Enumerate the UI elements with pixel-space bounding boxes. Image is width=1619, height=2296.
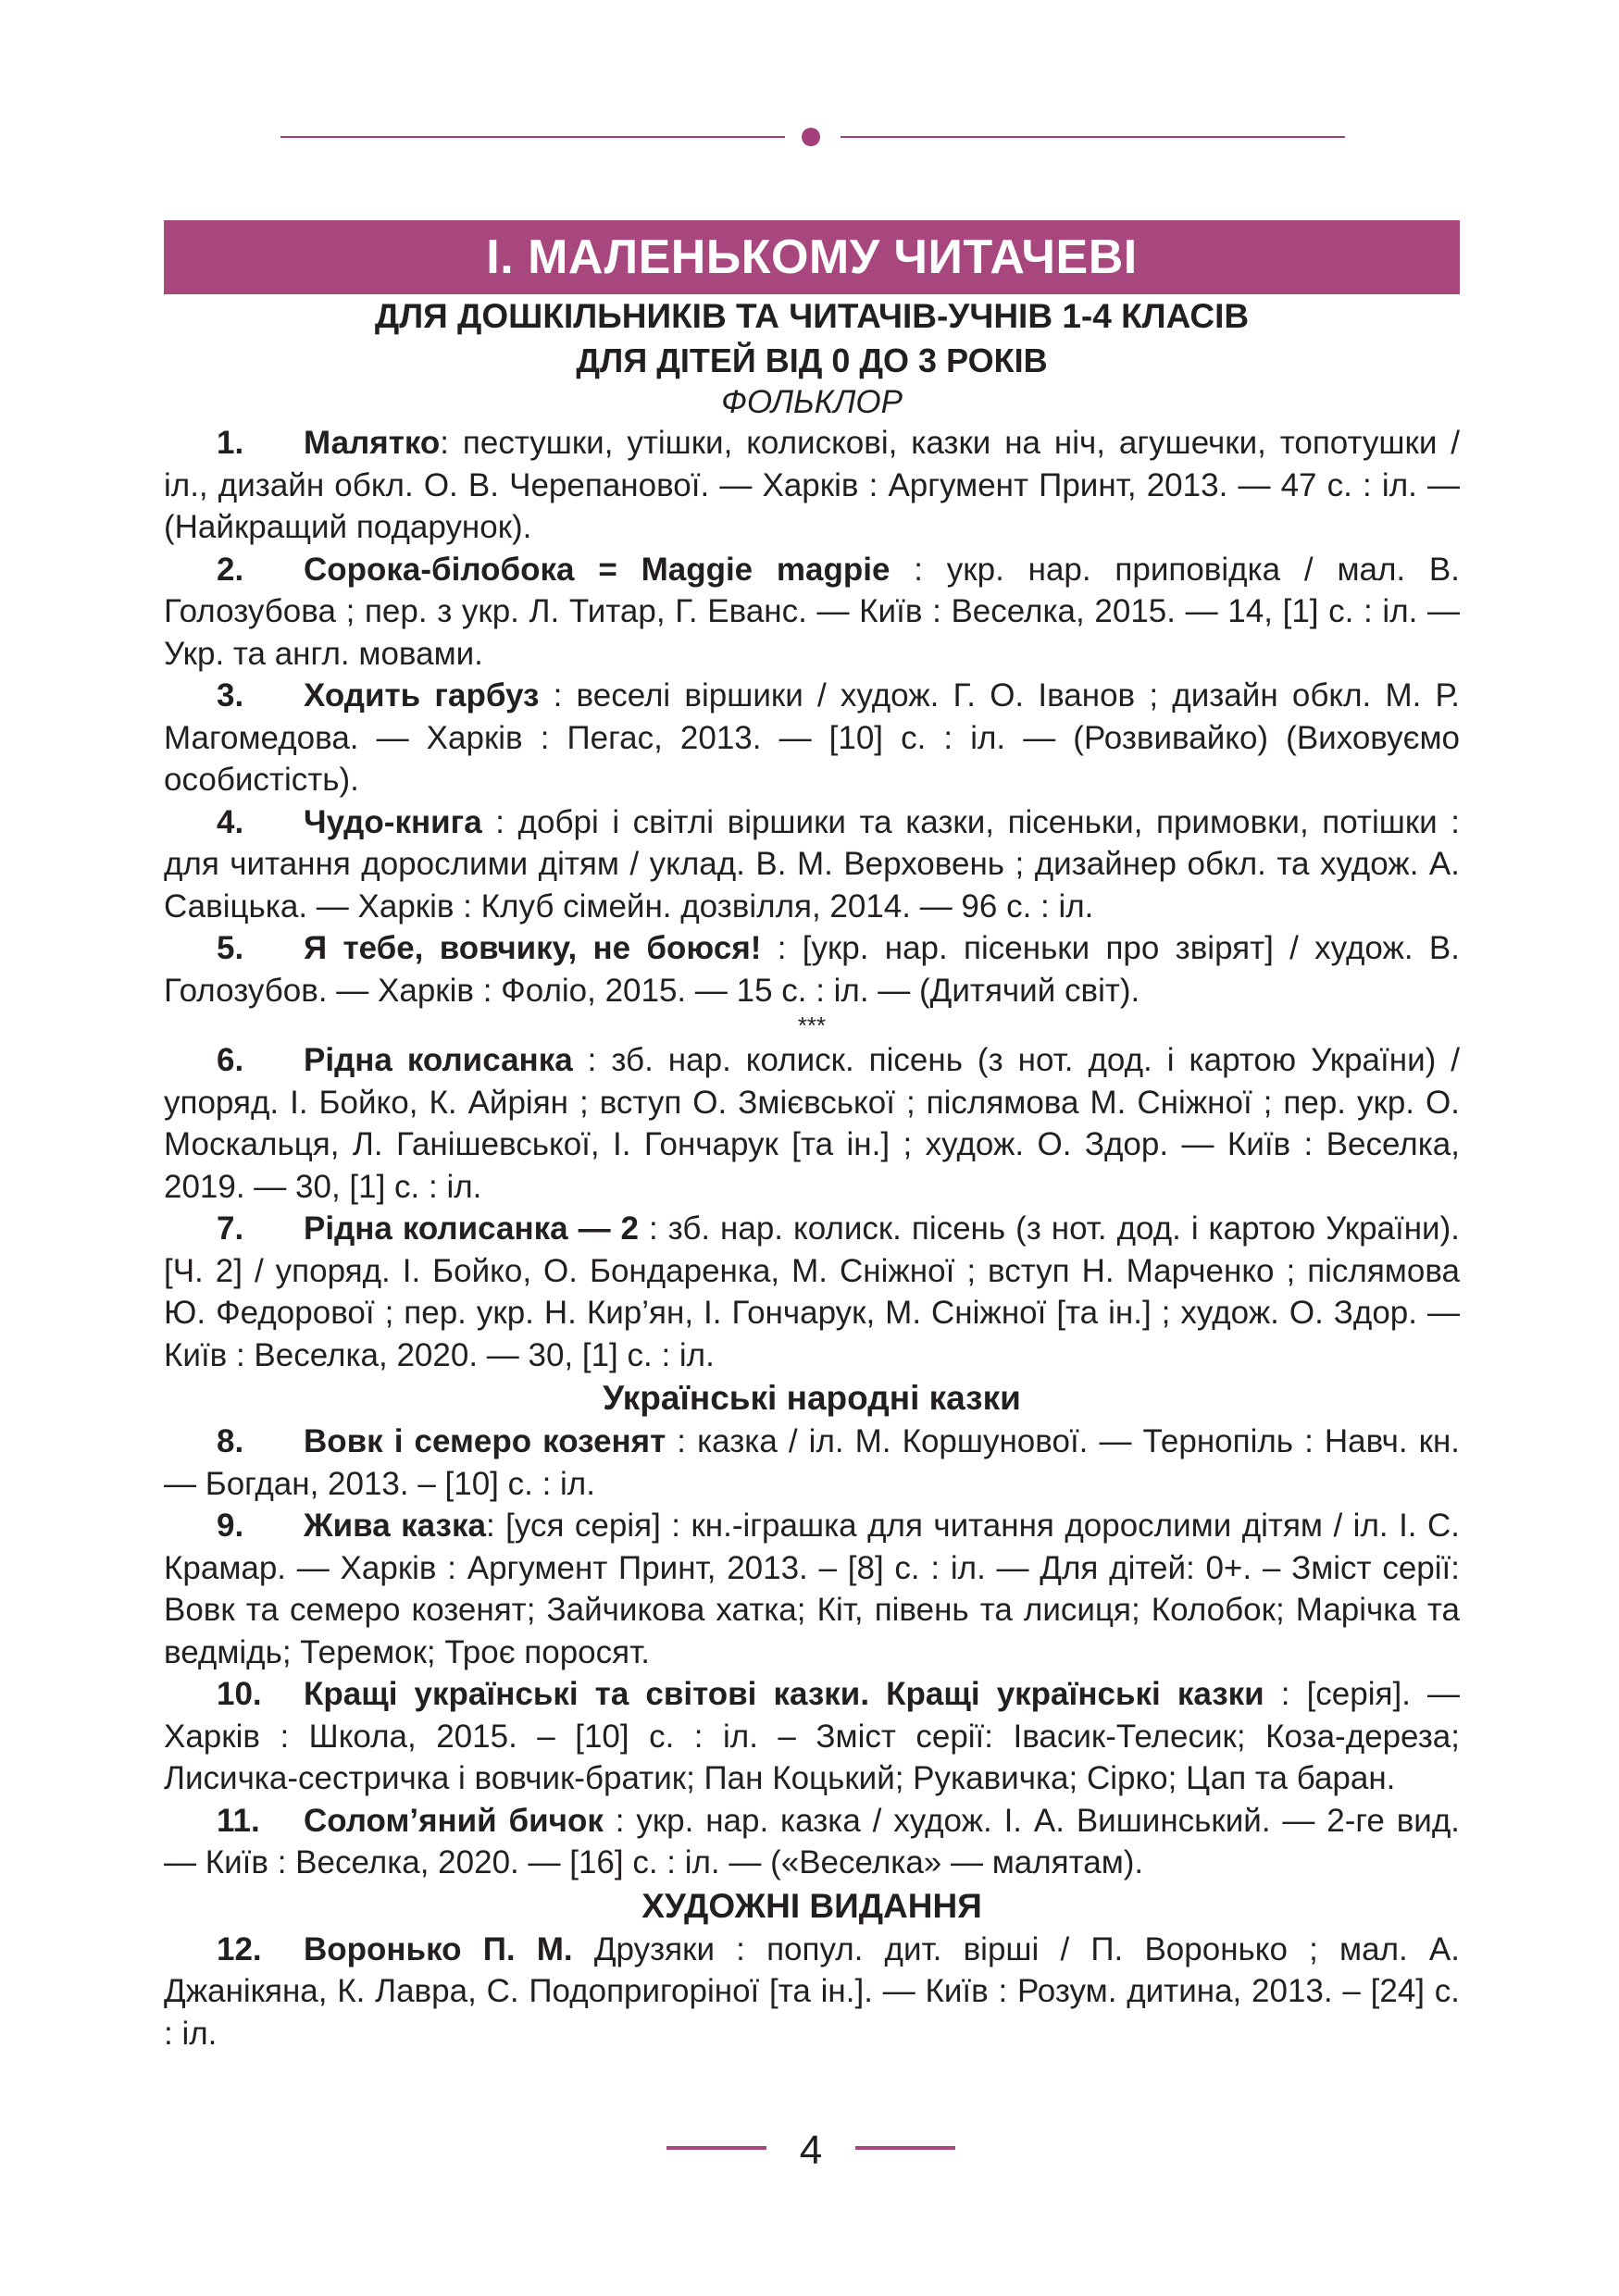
- page-content: [164, 294, 1460, 2054]
- bibliography-entry: [164, 801, 1460, 928]
- entry-number: 6.: [217, 1042, 244, 1078]
- entry-title: Кращі українські та світові казки. Кращі українські казки: [304, 1676, 1264, 1712]
- bibliography-entry: [164, 927, 1460, 1011]
- entry-details: : [серія]. — Харків : Школа, 2015. – [10] с. : іл. – Зміст серії: Івасик-Телесик; Коза-дереза; Лисичка-сестричка і вовчик-братик; Пан Коцький; Рукавичка; Сірко; Цап та баран.: [164, 1676, 1461, 1796]
- heading-ukrainian-tales: Українські народні казки: [603, 1379, 1021, 1417]
- entry-title: Воронько П. М.: [304, 1930, 573, 1967]
- entry-details: : зб. нар. колиск. пісень (з нот. дод. і картою України) / упоряд. І. Бойко, К. Айріян ; вступ О. Змієвської ; післямова М. Сніжної ; пер. укр. О. Москальця, Л. Ганішевської, І. Гончарук [та ін.] ; худож. О. Здор. — Київ : Веселка, 2019. — 30, [1] с. : іл.: [164, 1042, 1460, 1205]
- entry-details: : укр. нар. приповідка / мал. В. Голозубова ; пер. з укр. Л. Титар, Г. Еванс. — Київ : Веселка, 2015. — 14, [1] с. : іл. — Укр. та англ. мовами.: [164, 551, 1460, 672]
- bibliography-entry: [164, 1039, 1460, 1208]
- footer-line-right: [855, 2146, 955, 2150]
- entry-number: 4.: [217, 803, 244, 840]
- page-number: 4: [799, 2128, 823, 2173]
- heading-age: ДЛЯ ДІТЕЙ ВІД 0 ДО 3 РОКІВ: [576, 341, 1048, 379]
- entry-details: : веселі віршики / худож. Г. О. Іванов ; дизайн обкл. М. Р. Магомедова. — Харків : Пегас, 2013. — [10] с. : іл. — (Розвивайко) (Виховуємо особистість).: [164, 677, 1460, 798]
- entry-details: Друзяки : попул. дит. вірші / П. Воронько ; мал. А. Джанікяна, К. Лавра, С. Подопригоріної [та ін.]. — Київ : Розум. дитина, 2013. – [24] с. : іл.: [164, 1930, 1460, 2052]
- entry-number: 1.: [217, 425, 244, 461]
- entry-details: : [укр. нар. пісеньки про звірят] / худож. В. Голозубов. — Харків : Фоліо, 2015. — 15 с. : іл. — (Дитячий світ).: [164, 930, 1461, 1009]
- entry-title: Вовк і семеро козенят: [304, 1423, 666, 1459]
- ornament-line-right: [841, 136, 1345, 138]
- page-footer: [666, 2127, 953, 2182]
- footer-line-left: [666, 2146, 766, 2150]
- entry-number: 3.: [217, 677, 244, 714]
- ornament-dot: [802, 128, 820, 146]
- heading-art-editions: ХУДОЖНІ ВИДАННЯ: [641, 1886, 982, 1925]
- bibliography-entry: [164, 1208, 1460, 1376]
- entry-title: Жива казка: [304, 1508, 486, 1544]
- entry-details: : добрі і світлі віршики та казки, пісеньки, примовки, потішки : для читання дорослими дітям / уклад. В. М. Верховень ; дизайнер обкл. та худож. А. Савіцька. — Харків : Клуб сімейн. дозвілля, 2014. — 96 с. : іл.: [164, 803, 1460, 925]
- entry-title: Рідна колисанка — 2: [304, 1210, 640, 1247]
- entry-number: 11.: [217, 1802, 260, 1839]
- entry-details: : пестушки, утішки, колискові, казки на ніч, агушечки, топотушки / іл., дизайн обкл. О. В. Черепанової. — Харків : Аргумент Принт, 2013. — 47 с. : іл. — (Найкращий подарунок).: [164, 425, 1460, 545]
- entry-title: Я тебе, вовчику, не боюся!: [304, 930, 762, 966]
- bibliography-entry: [164, 1421, 1460, 1505]
- entry-title: Сорока-білобока = Maggie magpie: [304, 551, 890, 588]
- entry-number: 10.: [217, 1676, 262, 1712]
- entry-number: 9.: [217, 1508, 244, 1544]
- entry-details: : зб. нар. колиск. пісень (з нот. дод. і картою України). [Ч. 2] / упоряд. І. Бойко, О. Бондаренка, М. Сніжної ; вступ Н. Марченко ; післямова Ю. Федорової ; пер. укр. Н. Кир’ян, І. Гончарук, М. Сніжної [та ін.] ; худож. О. Здор. — Київ : Веселка, 2020. — 30, [1] с. : іл.: [164, 1210, 1460, 1373]
- section-separator: ***: [797, 1011, 827, 1039]
- entry-details: : [уся серія] : кн.-іграшка для читання дорослими дітям / іл. І. С. Крамар. — Харків : Аргумент Принт, 2013. – [8] с. : іл. — Для дітей: 0+. – Зміст серії: Вовк та семеро козенят; Зайчикова хатка; Кіт, півень та лисиця; Колобок; Марічка та ведмідь; Теремок; Троє поросят.: [164, 1508, 1461, 1670]
- bibliography-entry: [164, 675, 1460, 801]
- entry-number: 5.: [217, 930, 244, 966]
- bibliography-entry: [164, 549, 1460, 676]
- heading-folklore: ФОЛЬКЛОР: [721, 384, 903, 420]
- bibliography-entry: [164, 422, 1460, 549]
- entry-title: Рідна колисанка: [304, 1042, 573, 1078]
- section-banner: І. МАЛЕНЬКОМУ ЧИТАЧЕВІ: [164, 220, 1460, 294]
- ornament-line-left: [280, 136, 785, 138]
- bibliography-entry: [164, 1800, 1460, 1884]
- entry-title: Ходить гарбуз: [304, 677, 540, 714]
- top-ornament: [280, 128, 1345, 146]
- entry-number: 2.: [217, 551, 244, 588]
- entry-number: 8.: [217, 1423, 244, 1459]
- heading-grades: ДЛЯ ДОШКІЛЬНИКІВ ТА ЧИТАЧІВ-УЧНІВ 1-4 КЛАСІВ: [374, 297, 1250, 335]
- entry-title: Солом’яний бичок: [304, 1802, 604, 1839]
- entry-title: Чудо-книга: [304, 803, 482, 840]
- entry-title: Малятко: [304, 425, 441, 461]
- entry-details: : казка / іл. М. Коршунової. — Тернопіль : Навч. кн. — Богдан, 2013. – [10] с. : іл.: [164, 1423, 1461, 1502]
- bibliography-entry: [164, 1673, 1460, 1800]
- bibliography-entry: [164, 1505, 1460, 1673]
- entry-details: : укр. нар. казка / худож. І. А. Вишинський. — 2-ге вид. — Київ : Веселка, 2020. — [16] с. : іл. — («Веселка» — малятам).: [164, 1802, 1460, 1880]
- bibliography-entry: [164, 1929, 1460, 2055]
- entry-number: 12.: [217, 1930, 262, 1967]
- entry-number: 7.: [217, 1210, 244, 1247]
